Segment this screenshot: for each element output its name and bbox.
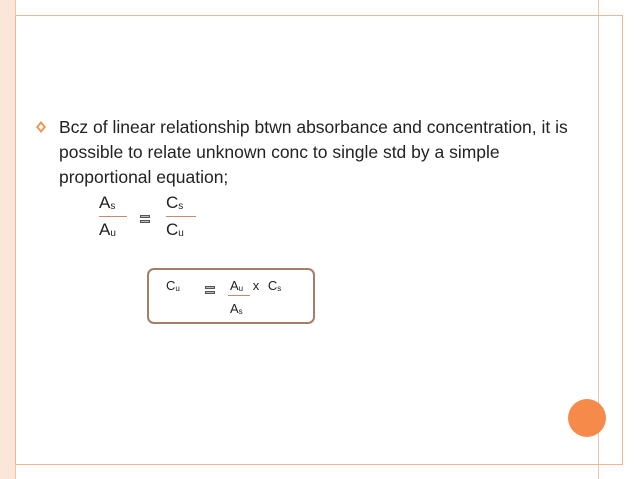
diamond-bullet-icon [36, 121, 46, 133]
rhs-num2-sub: s [277, 284, 282, 293]
fraction-c-num-sub: s [178, 201, 184, 212]
times-sign: x [252, 278, 260, 293]
fraction-a-bar [99, 216, 127, 217]
equation-rhs-denominator [230, 301, 243, 316]
lhs-main: C [166, 278, 176, 293]
rhs-num1-sub: u [238, 284, 244, 293]
fraction-a-num-sub: s [110, 201, 116, 212]
fraction-a-den-main: A [99, 220, 111, 239]
fraction-a [99, 193, 133, 245]
equals-sign-icon [140, 215, 150, 223]
rhs-num2-main: C [267, 278, 278, 293]
fraction-c-den-main: C [166, 220, 179, 239]
fraction-a-numerator [99, 193, 115, 213]
fraction-c-denominator [166, 220, 184, 240]
fraction-c-bar [166, 216, 196, 217]
body-text: Bcz of linear relationship btwn absorbance and concentration, it is possible to relate unknown conc to single std by a simple proportional equation; [59, 117, 568, 187]
fraction-a-den-sub: u [110, 228, 116, 239]
fraction-c-num-main: C [166, 193, 179, 212]
equals-sign-icon [205, 286, 215, 294]
fraction-a-denominator [99, 220, 116, 240]
orange-circle [568, 399, 606, 437]
fraction-c-numerator [166, 193, 183, 213]
fraction-c-den-sub: u [178, 228, 184, 239]
fraction-a-num-main: A [99, 193, 111, 212]
rhs-den-sub: s [238, 307, 243, 316]
frame-left-band [0, 0, 15, 479]
rhs-fraction-bar [228, 295, 250, 296]
equation-rhs-numerator [230, 278, 281, 293]
rhs-den-main: A [230, 301, 239, 316]
equation-lhs [166, 278, 180, 293]
rhs-num1-main: A [230, 278, 239, 293]
lhs-sub: u [175, 284, 180, 293]
fraction-c [166, 193, 200, 245]
